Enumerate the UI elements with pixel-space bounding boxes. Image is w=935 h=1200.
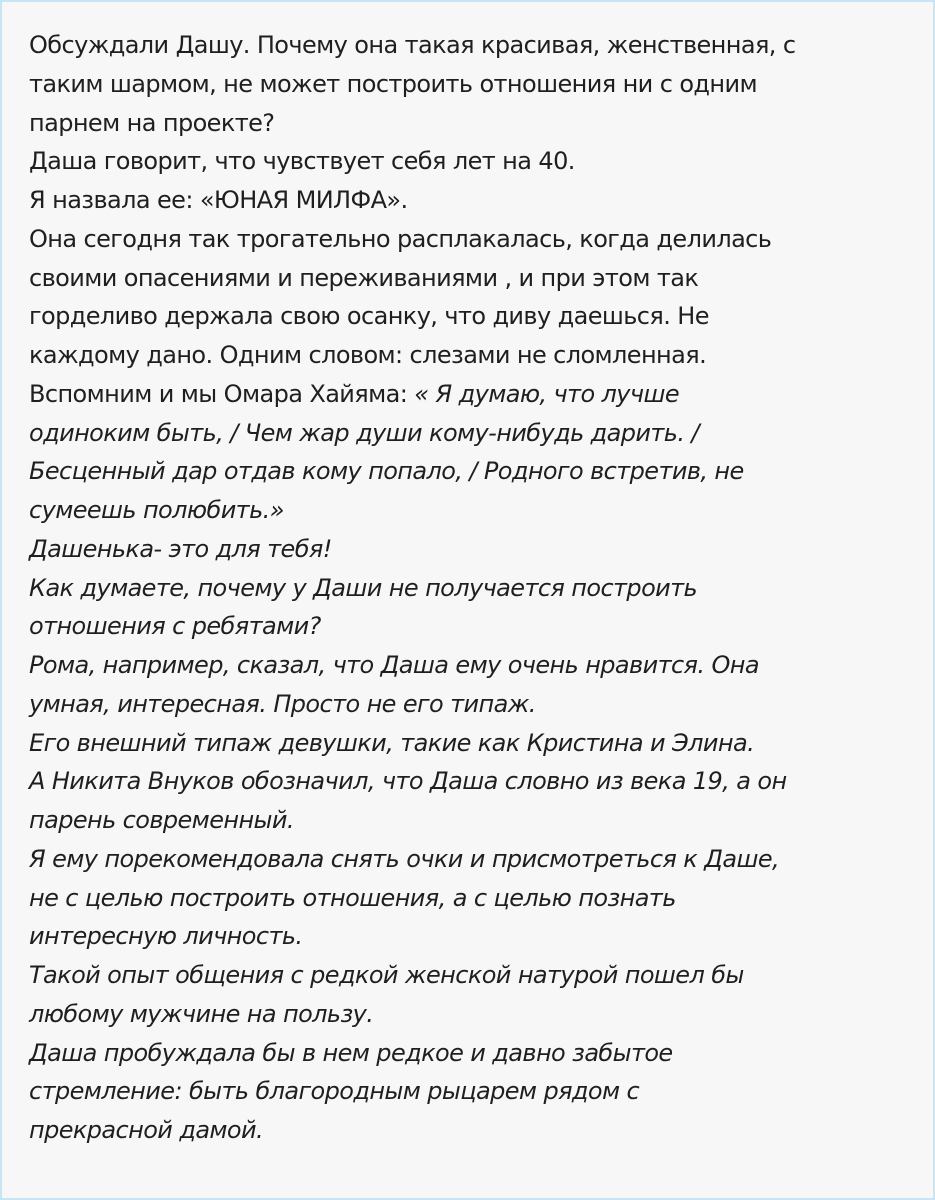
text-line: интересную личность. bbox=[29, 922, 303, 951]
text-line: сумеешь полюбить.» bbox=[29, 496, 284, 524]
text-line: Дашенька- это для тебя! bbox=[29, 534, 332, 563]
text-line: одиноким быть, / Чем жар души кому-нибудь дарить. / bbox=[29, 418, 699, 447]
text-line: таким шармом, не может построить отношения ни с одним bbox=[29, 69, 757, 98]
text-line: Даша говорит, что чувствует себя лет на 40. bbox=[29, 147, 575, 176]
text-line: Как думаете, почему у Даши не получается построить bbox=[29, 573, 698, 602]
text-line: каждому дано. Одним словом: слезами не сломленная. bbox=[29, 341, 707, 369]
post-text bbox=[29, 26, 919, 1150]
text-line-plain: Вспомним и мы Омара Хайяма: bbox=[29, 379, 415, 408]
text-line: Даша пробуждала бы в нем редкое и давно забытое bbox=[29, 1038, 673, 1067]
text-line: парнем на проекте? bbox=[29, 108, 275, 137]
text-line: парень современный. bbox=[29, 806, 294, 834]
text-line: Такой опыт общения с редкой женской натурой пошел бы bbox=[29, 961, 744, 989]
text-line: Обсуждали Дашу. Почему она такая красивая, женственная, с bbox=[29, 31, 796, 59]
text-line: Бесценный дар отдав кому попало, / Родного встретив, не bbox=[29, 457, 744, 486]
text-line: не с целью построить отношения, а с целью познать bbox=[29, 883, 676, 912]
text-line: прекрасной дамой. bbox=[29, 1116, 264, 1144]
text-line: Я ему порекомендовала снять очки и присмотреться к Даше, bbox=[29, 844, 780, 873]
text-line: любому мужчине на пользу. bbox=[29, 999, 374, 1028]
text-line: Рома, например, сказал, что Даша ему очень нравится. Она bbox=[29, 651, 759, 679]
text-line: Его внешний типаж девушки, такие как Кристина и Элина. bbox=[29, 728, 755, 757]
text-line: А Никита Внуков обозначил, что Даша словно из века 19, а он bbox=[29, 767, 787, 796]
text-line: своими опасениями и переживаниями , и при этом так bbox=[29, 263, 699, 292]
text-line: умная, интересная. Просто не его типаж. bbox=[29, 689, 536, 718]
text-line: стремление: быть благородным рыцарем рядом с bbox=[29, 1077, 640, 1106]
text-line-mixed bbox=[29, 375, 919, 414]
text-line: горделиво держала свою осанку, что диву даешься. Не bbox=[29, 302, 709, 331]
text-line: отношения с ребятами? bbox=[29, 612, 321, 641]
text-line: Я назвала ее: «ЮНАЯ МИЛФА». bbox=[29, 186, 408, 214]
text-line: Она сегодня так трогательно расплакалась, когда делилась bbox=[29, 224, 772, 253]
quote-start: « Я думаю, что лучше bbox=[414, 379, 680, 408]
